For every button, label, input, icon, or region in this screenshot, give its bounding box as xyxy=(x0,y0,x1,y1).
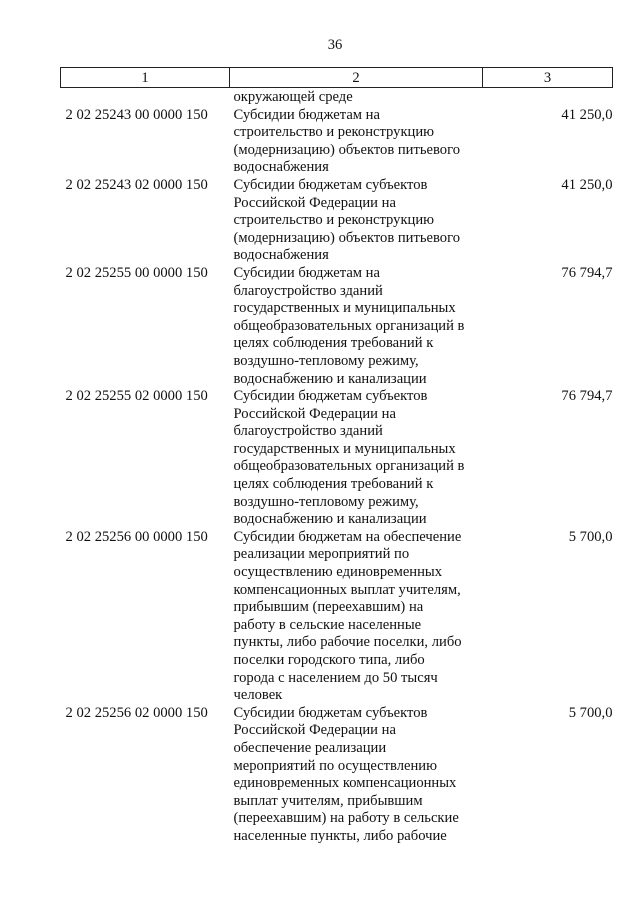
table-row xyxy=(61,388,613,529)
table-row xyxy=(61,529,613,705)
row-amount: 41 250,0 xyxy=(561,106,613,123)
column-header-1: 1 xyxy=(61,68,230,88)
row-amount: 5 700,0 xyxy=(568,704,613,721)
row-amount: 5 700,0 xyxy=(568,528,613,545)
row-description: Субсидии бюджетам субъектов Российской Федерации на благоустройство зданий государственных и муниципальных общеобразовательных организаций в целях соблюдения требований к воздушно-тепловому режиму, водоснабжению и канализации xyxy=(233,388,465,528)
row-code: 2 02 25243 02 0000 150 xyxy=(65,176,208,193)
row-description: Субсидии бюджетам на благоустройство зданий государственных и муниципальных общеобразовательных организаций в целях соблюдения требований к воздушно-тепловому режиму, водоснабжению и канализации xyxy=(233,264,465,387)
row-amount: 76 794,7 xyxy=(561,388,613,405)
table-row xyxy=(61,107,613,177)
row-amount: 76 794,7 xyxy=(561,264,613,281)
table-row xyxy=(61,705,613,846)
row-code: 2 02 25243 00 0000 150 xyxy=(65,106,208,123)
row-code: 2 02 25255 02 0000 150 xyxy=(65,388,208,405)
page-number: 36 xyxy=(327,37,343,53)
row-amount: 41 250,0 xyxy=(561,176,613,193)
table-header-row xyxy=(61,68,613,88)
row-code: 2 02 25256 02 0000 150 xyxy=(65,704,208,721)
continuation-text: окружающей среде xyxy=(233,89,353,105)
budget-table xyxy=(60,67,613,846)
row-description: Субсидии бюджетам на обеспечение реализации мероприятий по осуществлению единовременных компенсационных выплат учителям, прибывшим (переехавшим) на работу в сельские населенные пункты, либо рабочие поселки, либо поселки городского типа, либо города с населением до 50 тысяч человек xyxy=(233,528,462,704)
row-description: Субсидии бюджетам субъектов Российской Федерации на обеспечение реализации мероприятий по осуществлению единовременных компенсационных выплат учителям, прибывшим (переехавшим) на работу в сельские населенные пункты, либо рабочие xyxy=(233,704,459,844)
table-row xyxy=(61,177,613,265)
table-row xyxy=(61,265,613,388)
row-description: Субсидии бюджетам на строительство и реконструкцию (модернизацию) объектов питьевого водоснабжения xyxy=(233,106,461,176)
row-code: 2 02 25256 00 0000 150 xyxy=(65,528,208,545)
column-header-2: 2 xyxy=(230,68,483,88)
row-code: 2 02 25255 00 0000 150 xyxy=(65,264,208,281)
row-description: Субсидии бюджетам субъектов Российской Федерации на строительство и реконструкцию (модернизацию) объектов питьевого водоснабжения xyxy=(233,176,461,264)
column-header-3: 3 xyxy=(483,68,613,88)
continuation-row xyxy=(61,88,613,107)
